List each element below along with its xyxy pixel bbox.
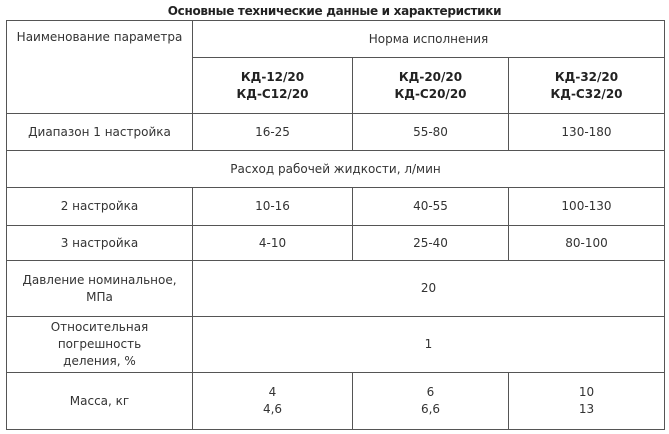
table-row bbox=[7, 151, 665, 188]
table-cell: 130-180 bbox=[509, 114, 665, 151]
row-label: 3 настройка bbox=[7, 226, 193, 261]
row-label: Диапазон 1 настройка bbox=[7, 114, 193, 151]
row-label: Относительная погрешность деления, % bbox=[7, 317, 193, 373]
table-cell: 10-16 bbox=[193, 188, 353, 226]
error-value: 1 bbox=[193, 317, 665, 373]
param-name-header: Наименование параметра bbox=[7, 21, 193, 114]
model-header-3: КД-32/20 КД-С32/20 bbox=[509, 58, 665, 114]
table-cell: 16-25 bbox=[193, 114, 353, 151]
table-cell: 6 6,6 bbox=[353, 373, 509, 430]
table-row bbox=[7, 261, 665, 317]
table-cell: 80-100 bbox=[509, 226, 665, 261]
specifications-table bbox=[6, 20, 665, 430]
pressure-value: 20 bbox=[193, 261, 665, 317]
table-row bbox=[7, 226, 665, 261]
flow-heading: Расход рабочей жидкости, л/мин bbox=[7, 151, 665, 188]
table-row bbox=[7, 317, 665, 373]
model-header-2: КД-20/20 КД-С20/20 bbox=[353, 58, 509, 114]
row-label: 2 настройка bbox=[7, 188, 193, 226]
table-cell: 4-10 bbox=[193, 226, 353, 261]
table-row bbox=[7, 114, 665, 151]
table-cell: 4 4,6 bbox=[193, 373, 353, 430]
table-title: Основные технические данные и характеристики bbox=[167, 4, 502, 18]
table-row bbox=[7, 188, 665, 226]
table-row bbox=[7, 21, 665, 58]
table-cell: 40-55 bbox=[353, 188, 509, 226]
table-cell: 100-130 bbox=[509, 188, 665, 226]
model-header-1: КД-12/20 КД-С12/20 bbox=[193, 58, 353, 114]
row-label: Масса, кг bbox=[7, 373, 193, 430]
norm-header: Норма исполнения bbox=[193, 21, 665, 58]
table-cell: 10 13 bbox=[509, 373, 665, 430]
row-label: Давление номинальное, МПа bbox=[7, 261, 193, 317]
table-cell: 25-40 bbox=[353, 226, 509, 261]
table-row bbox=[7, 373, 665, 430]
table-cell: 55-80 bbox=[353, 114, 509, 151]
